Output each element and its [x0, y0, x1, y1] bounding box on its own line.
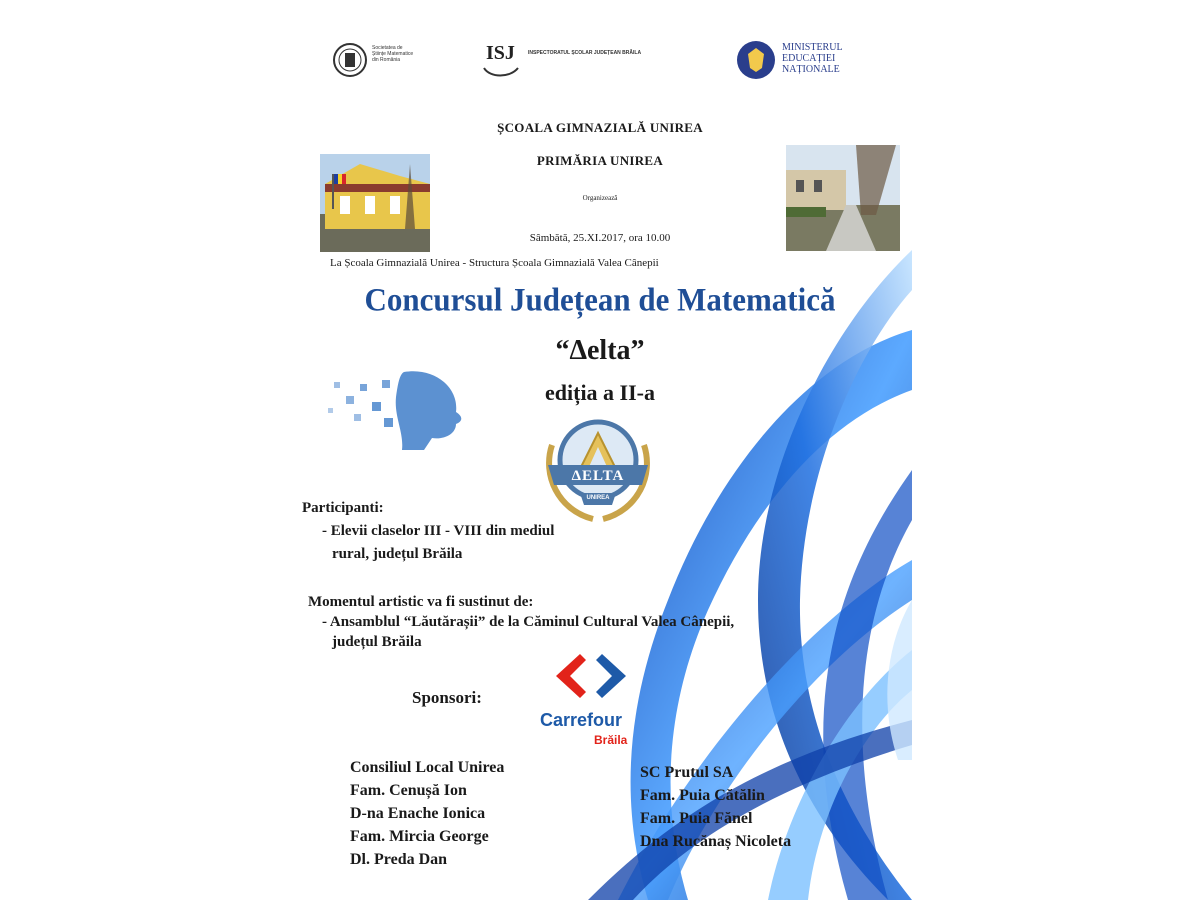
organizer-verb: Organizează: [582, 194, 618, 202]
contest-name: “Δelta”: [555, 335, 645, 366]
contest-edition: ediția a II-a: [545, 380, 655, 405]
event-date: Sâmbătă, 25.XI.2017, ora 10.00: [529, 232, 671, 244]
logo-men: [736, 38, 906, 82]
sponsor-item: SC Prutul SA: [640, 764, 734, 781]
carrefour-city: Brăila: [594, 733, 628, 747]
sponsor-item: Fam. Puia Cătălin: [640, 787, 765, 804]
carrefour-name: Carrefour: [540, 710, 623, 730]
artistic-label: Momentul artistic va fi sustinut de:: [308, 594, 534, 610]
sponsor-item: Fam. Puia Fănel: [640, 810, 753, 827]
sponsor-item: Dna Rucănaș Nicoleta: [640, 833, 792, 850]
math-head-illustration: [324, 362, 474, 452]
logo-isj-text: INSPECTORATUL ȘCOLAR JUDEȚEAN BRĂILA: [528, 50, 642, 56]
delta-badge-sub: UNIREA: [586, 495, 610, 501]
sponsor-item: Consiliul Local Unirea: [350, 759, 505, 776]
logo-isj: [480, 40, 680, 80]
organizer-school: ȘCOALA GIMNAZIALĂ UNIREA: [497, 120, 703, 135]
sponsors-label: Sponsori:: [412, 688, 482, 707]
participants-line2: rural, județul Brăila: [332, 546, 463, 562]
artistic-line1: - Ansamblul “Lăutărașii” de la Căminul Cultural Valea Cânepii,: [322, 614, 735, 630]
ssmr-seal-icon: [332, 42, 368, 78]
artistic-line2: județul Brăila: [332, 634, 422, 650]
delta-badge-text: ΔELTA: [571, 468, 625, 484]
sponsor-item: Fam. Mircia George: [350, 828, 489, 845]
carrefour-logo-icon: [550, 648, 646, 704]
event-location: La Școala Gimnazială Unirea - Structura Școala Gimnazială Valea Cânepii: [330, 257, 659, 269]
sponsor-item: D-na Enache Ionica: [350, 805, 486, 822]
logo-men-text: MINISTERUL EDUCAȚIEI NAȚIONALE: [782, 42, 843, 75]
sponsor-item: Dl. Preda Dan: [350, 851, 448, 868]
organizer-townhall: PRIMĂRIA UNIREA: [536, 153, 664, 168]
logo-ssmr: [332, 40, 432, 80]
school-photo-right: [786, 145, 900, 251]
sponsors-left-list: [350, 756, 504, 871]
men-crest-icon: [736, 40, 776, 80]
contest-title: Concursul Județean de Matematică: [364, 281, 836, 318]
logo-ssmr-text: Societatea de Științe Matematice din România: [372, 45, 414, 63]
sponsor-item: Fam. Cenușă Ion: [350, 782, 467, 799]
logo-isj-abbr: ISJ: [486, 42, 515, 64]
sponsors-right-list: [640, 761, 791, 853]
participants-label: Participanti:: [302, 500, 384, 516]
poster: [288, 0, 912, 900]
participants-line1: - Elevii claselor III - VIII din mediul: [322, 523, 555, 539]
